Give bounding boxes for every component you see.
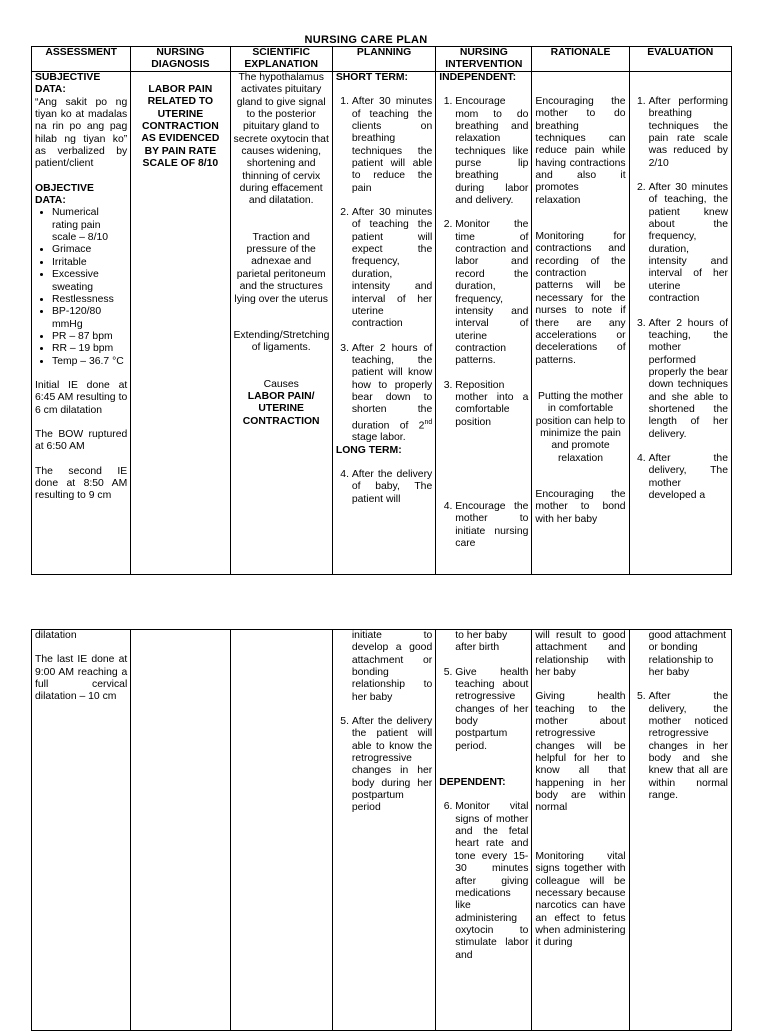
assessment-cell [32, 630, 131, 1031]
header-scientific-explanation: SCIENTIFIC EXPLANATION [230, 47, 332, 72]
independent-heading: INDEPENDENT: [439, 72, 517, 83]
scientific-text-1: The hypothalamus activates pituitary gland to give signal to the posterior pituitary gland to secrete oxytocin that causes widening, shortening and thinning of cervix during effacement and dilatation. [233, 72, 329, 207]
evaluation-cell [629, 72, 731, 575]
intervention-cell [436, 630, 532, 1031]
header-nursing-intervention: NURSING INTERVENTION [436, 47, 532, 72]
list-item: 1. After 30 minutes of teaching the clients on breathing techniques the patient will able to reduce the pain [352, 96, 432, 195]
list-item: 5. After the delivery, the mother noticed retrogressive changes in her body and she knew that all are within normal range. [649, 691, 728, 802]
header-assessment: ASSESSMENT [32, 47, 131, 72]
causes-label: Causes [263, 378, 299, 390]
long-term-heading: LONG TERM: [335, 444, 402, 456]
dependent-heading: DEPENDENT: [439, 777, 506, 789]
intervention-list [439, 667, 528, 753]
subjective-text: “Ang sakit po ng tiyan ko at madalas na rin po ang pag hilab ng tiyan ko” as verbalized by patient/client [35, 96, 128, 170]
list-item: 1. Encourage mom to do breathing and relaxation techniques like purse lip breathing during labor and delivery. [455, 96, 528, 207]
short-term-heading: SHORT TERM: [335, 72, 409, 83]
list-item: 2. After 30 minutes of teaching, the patient knew about the frequency, duration, intensity and interval of her uterine contraction [649, 182, 728, 305]
list-item: • Numerical rating pain scale – 8/10 [52, 207, 127, 244]
list-item: 5. After the delivery the patient will able to know the retrogressive changes in her body during her postpartum period [352, 716, 432, 815]
rationale-cell [532, 72, 629, 575]
assessment-continued: dilatation [35, 630, 77, 641]
rationale-continued: will result to good attachment and relationship with her baby [535, 630, 626, 679]
header-rationale: RATIONALE [532, 47, 629, 72]
planning-3-end: stage labor. [351, 432, 406, 444]
last-ie-text: The last IE done at 9:00 AM reaching a full cervical dilatation – 10 cm [35, 654, 128, 703]
planning-continued: initiate to develop a good attachment or bonding relationship to her baby [351, 630, 433, 703]
list-item: 6. Monitor vital signs of mother and the fetal heart rate and tone every 15-30 minutes after giving medications like administering oxytocin to stimulate labor and [455, 801, 528, 961]
objective-heading: OBJECTIVE DATA: [35, 182, 94, 207]
superscript-nd: nd [424, 418, 433, 426]
list-item: • Excessive sweating [52, 269, 127, 294]
subjective-heading: SUBJECTIVE DATA: [35, 72, 101, 96]
planning-cell [332, 72, 435, 575]
causes-bold: LABOR PAIN/ UTERINE CONTRACTION [242, 390, 320, 427]
intervention-continued: to her baby after birth [455, 630, 508, 654]
scientific-text-3: Extending/Stretching of ligaments. [233, 329, 330, 354]
list-item: 2. After 30 minutes of teaching the patient will expect the frequency, duration, intensity and interval of her uterine contraction [352, 207, 432, 330]
table-row [32, 630, 732, 1031]
care-plan-table-page-1 [31, 46, 732, 575]
header-nursing-diagnosis: NURSING DIAGNOSIS [131, 47, 230, 72]
list-item: • Irritable [52, 257, 127, 269]
rationale-cell [532, 630, 629, 1031]
rationale-6: Monitoring vital signs together with colleague will be necessary because narcotics can have an effect to fetus when administering it during [535, 850, 626, 949]
nursing-diagnosis-text: LABOR PAIN RELATED TO UTERINE CONTRACTION AS EVIDENCED BY PAIN RATE SCALE OF 8/10 [141, 84, 220, 170]
intervention-cell [436, 72, 532, 575]
diagnosis-cell [131, 630, 230, 1031]
list-item: 3. After 2 hours of teaching, the mother performed properly the bear down techniques and she able to shortened the length of her delivery. [649, 318, 728, 441]
header-row [32, 47, 732, 72]
rationale-1: Encouraging the mother to do breathing techniques can reduce pain while having contractions and also it promotes relaxation [535, 96, 626, 206]
diagnosis-cell [131, 72, 230, 575]
list-item: • BP-120/80 mmHg [52, 306, 127, 331]
header-evaluation: EVALUATION [629, 47, 731, 72]
table-row [32, 72, 732, 575]
scientific-text-2: Traction and pressure of the adnexae and parietal peritoneum and the structures lying over the uterus [234, 231, 328, 305]
list-item: • Temp – 36.7 °C [52, 356, 127, 368]
evaluation-list [633, 691, 728, 802]
objective-list [35, 207, 127, 367]
assessment-cell [32, 72, 131, 575]
evaluation-continued: good attachment or bonding relationship to her baby [648, 630, 727, 679]
evaluation-list [633, 96, 728, 502]
list-item: 4. After the delivery, The mother developed a [649, 453, 728, 502]
intervention-list [439, 96, 528, 550]
list-item: • Grimace [52, 244, 127, 256]
rationale-4: Encouraging the mother to bond with her baby [535, 488, 626, 525]
list-item: 1. After performing breathing techniques the pain rate scale was reduced by 2/10 [649, 96, 728, 170]
list-item: 5. Give health teaching about retrogressive changes of her body postpartum period. [455, 667, 528, 753]
list-item: 4. Encourage the mother to initiate nursing care [455, 501, 528, 550]
document-title: NURSING CARE PLAN [304, 34, 428, 46]
list-item: 2. Monitor the time of contraction and labor and record the duration, frequency, intensity and interval of uterine contraction patterns. [455, 219, 528, 367]
planning-list [336, 716, 432, 815]
planning-list-long [336, 469, 432, 506]
scientific-cell [230, 630, 332, 1031]
list-item: • Restlessness [52, 294, 127, 306]
list-item [352, 343, 432, 445]
planning-list [336, 96, 432, 444]
list-item: 3. Reposition mother into a comfortable position [455, 380, 528, 429]
list-item: 4. After the delivery of baby, The patient will [352, 469, 432, 506]
planning-3-text: After 2 hours of teaching, the patient will know how to properly bear down to shorten the duration of 2 [351, 342, 433, 432]
evaluation-cell [629, 630, 731, 1031]
list-item: • RR – 19 bpm [52, 343, 127, 355]
rationale-3: Putting the mother in comfortable position can help to minimize the pain and promote relaxation [535, 390, 626, 464]
rationale-2: Monitoring for contractions and recording of the contraction patterns will be necessary for the nurses to note if there are any accelerations or decelerations of patterns. [535, 231, 626, 366]
rationale-5: Giving health teaching to the mother about retrogressive changes will be helpful for her to know all that happening in her body are within normal [535, 691, 626, 814]
scientific-cell [230, 72, 332, 575]
second-ie-text: The second IE done at 8:50 AM resulting to 9 cm [35, 465, 128, 502]
initial-ie-text: Initial IE done at 6:45 AM resulting to 6 cm dilatation [35, 379, 128, 416]
intervention-list-dependent [439, 801, 528, 961]
planning-cell [332, 630, 435, 1031]
header-planning: PLANNING [332, 47, 435, 72]
list-item: • PR – 87 bpm [52, 331, 127, 343]
care-plan-table-page-2 [31, 629, 732, 1031]
bow-text: The BOW ruptured at 6:50 AM [35, 428, 128, 453]
